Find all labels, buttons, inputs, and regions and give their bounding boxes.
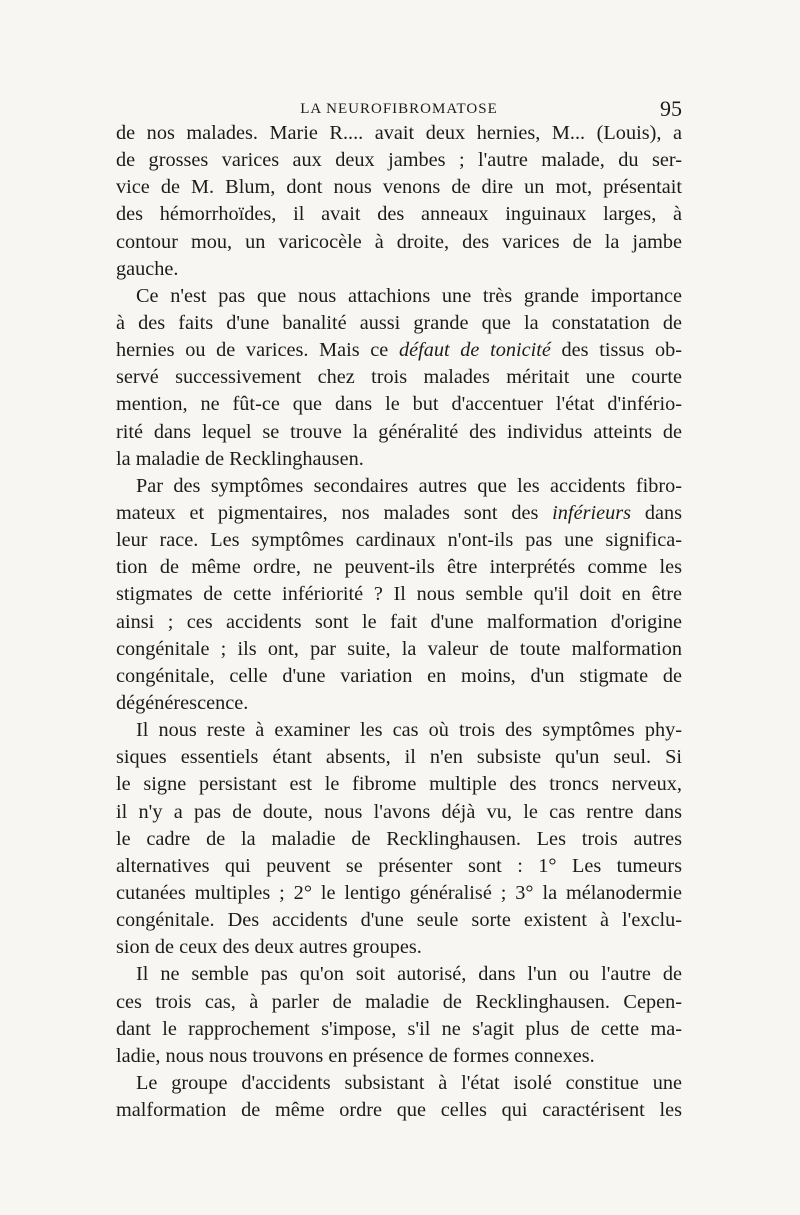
- italic-phrase: défaut de tonicité: [398, 339, 551, 362]
- text-line: servé successivement chez trois malades méritait une courte: [116, 366, 682, 389]
- text-line: sion de ceux des deux autres groupes.: [116, 936, 422, 959]
- text-line: leur race. Les symptômes cardinaux n'ont-ils pas une significa-: [116, 529, 682, 552]
- text-line: malformation de même ordre que celles qui caractérisent les: [116, 1099, 682, 1122]
- text-line: rité dans lequel se trouve la généralité des individus atteints de: [116, 420, 682, 443]
- text-line: dant le rapprochement s'impose, s'il ne s'agit plus de cette ma-: [116, 1017, 682, 1040]
- text-line: ladie, nous nous trouvons en présence de formes connexes.: [116, 1044, 595, 1067]
- running-head: LA NEUROFIBROMATOSE: [300, 101, 498, 117]
- text-line: congénitale ; ils ont, par suite, la valeur de toute malformation: [116, 637, 682, 660]
- text-line: congénitale, celle d'une variation en moins, d'un stigmate de: [116, 664, 682, 687]
- text-line: hernies ou de varices. Mais ce défaut de tonicité des tissus ob-: [116, 339, 682, 362]
- text-line: Ce n'est pas que nous attachions une très grande importance: [136, 284, 682, 307]
- text-line: dégénérescence.: [116, 691, 249, 714]
- text-line: des hémorrhoïdes, il avait des anneaux inguinaux larges, à: [116, 203, 682, 226]
- text-line: de nos malades. Marie R.... avait deux hernies, M... (Louis), a: [116, 122, 682, 144]
- text-line: gauche.: [116, 257, 179, 280]
- page-number: 95: [660, 96, 682, 121]
- text-line: Par des symptômes secondaires autres que les accidents fibro-: [136, 474, 682, 497]
- text-line: stigmates de cette infériorité ? Il nous semble qu'il doit en être: [116, 583, 682, 606]
- text-line: la maladie de Recklinghausen.: [116, 447, 364, 470]
- text-line: vice de M. Blum, dont nous venons de dire un mot, présentait: [116, 176, 682, 199]
- text-line: cutanées multiples ; 2° le lentigo généralisé ; 3° la mélanodermie: [116, 881, 682, 904]
- text-line: ces trois cas, à parler de maladie de Recklinghausen. Cepen-: [116, 990, 682, 1013]
- text-line: à des faits d'une banalité aussi grande que la constatation de: [116, 311, 682, 334]
- text-line: de grosses varices aux deux jambes ; l'autre malade, du ser-: [116, 149, 682, 172]
- body-text: [116, 120, 682, 1124]
- text-line: congénitale. Des accidents d'une seule sorte existent à l'exclu-: [116, 909, 682, 932]
- text-line: alternatives qui peuvent se présenter sont : 1° Les tumeurs: [116, 854, 682, 877]
- text-line: tion de même ordre, ne peuvent-ils être interprétés comme les: [116, 556, 682, 579]
- text-line: il n'y a pas de doute, nous l'avons déjà vu, le cas rentre dans: [116, 800, 682, 823]
- text-line: siques essentiels étant absents, il n'en subsiste qu'un seul. Si: [116, 746, 682, 769]
- text-line: le cadre de la maladie de Recklinghausen. Les trois autres: [116, 827, 682, 850]
- text-line: mention, ne fût-ce que dans le but d'accentuer l'état d'infério-: [116, 393, 682, 416]
- text-line: le signe persistant est le fibrome multiple des troncs nerveux,: [116, 773, 682, 796]
- text-line: Le groupe d'accidents subsistant à l'état isolé constitue une: [136, 1071, 682, 1094]
- text-line: mateux et pigmentaires, nos malades sont des inférieurs dans: [116, 501, 682, 524]
- text-line: Il ne semble pas qu'on soit autorisé, dans l'un ou l'autre de: [136, 963, 682, 986]
- italic-phrase: inférieurs: [552, 501, 632, 524]
- text-line: contour mou, un varicocèle à droite, des varices de la jambe: [116, 230, 682, 253]
- text-line: ainsi ; ces accidents sont le fait d'une malformation d'origine: [116, 610, 682, 633]
- text-line: Il nous reste à examiner les cas où trois des symptômes phy-: [136, 719, 682, 742]
